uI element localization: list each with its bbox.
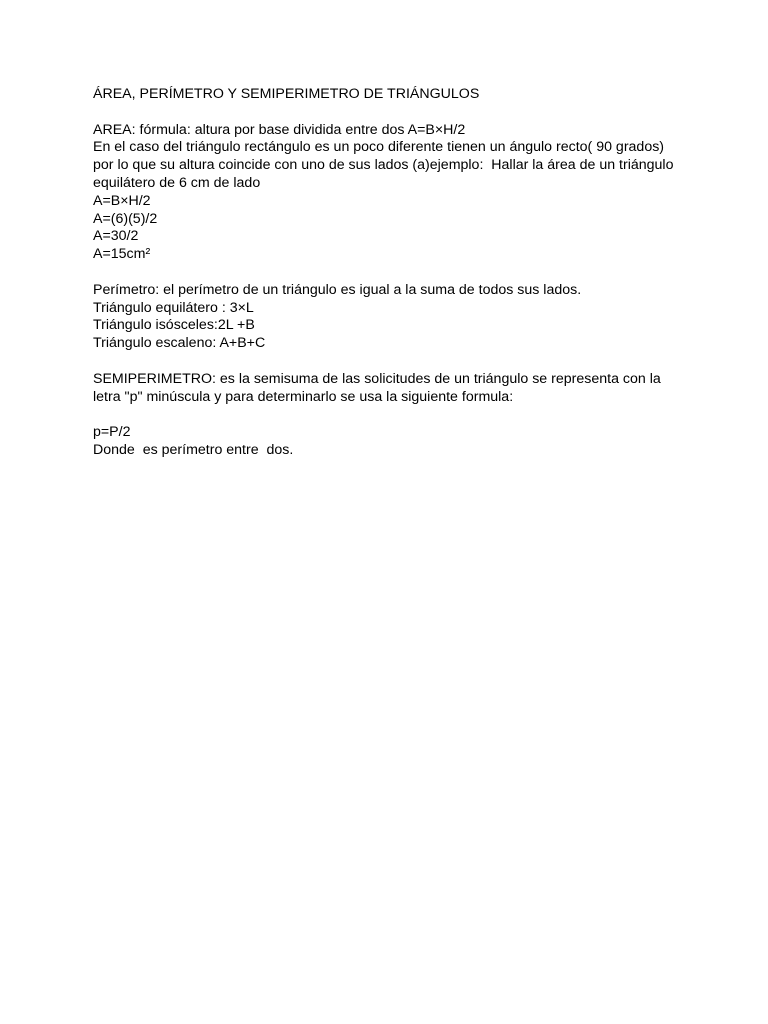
area-line: por lo que su altura coincide con uno de sus lados (a)ejemplo: Hallar la área de un triángulo — [93, 157, 674, 174]
area-formula-line: A=30/2 — [93, 228, 139, 245]
area-formula-line: A=(6)(5)/2 — [93, 210, 158, 227]
document-page — [93, 86, 693, 460]
semiperimetro-line: letra "p" minúscula y para determinarlo se usa la siguiente formula: — [93, 388, 514, 405]
area-line: equilátero de 6 cm de lado — [93, 174, 261, 191]
area-section — [93, 122, 693, 264]
area-formula-line: A=B×H/2 — [93, 192, 151, 209]
perimetro-line: Triángulo equilátero : 3×L — [93, 299, 254, 316]
perimetro-line: Perímetro: el perímetro de un triángulo es igual a la suma de todos sus lados. — [93, 281, 582, 298]
spacer — [93, 353, 693, 371]
semiperimetro-formula-line: Donde es perímetro entre dos. — [93, 441, 294, 458]
semiperimetro-formula-line: p=P/2 — [93, 424, 131, 441]
perimetro-section — [93, 282, 693, 353]
perimetro-line: Triángulo escaleno: A+B+C — [93, 335, 266, 352]
semiperimetro-line: SEMIPERIMETRO: es la semisuma de las solicitudes de un triángulo se representa con la — [93, 370, 661, 387]
perimetro-line: Triángulo isósceles:2L +B — [93, 317, 255, 334]
document-title: ÁREA, PERÍMETRO Y SEMIPERIMETRO DE TRIÁNGULOS — [93, 86, 480, 102]
spacer — [93, 406, 693, 424]
semiperimetro-section — [93, 371, 693, 460]
spacer — [93, 264, 693, 282]
area-formula-line: A=15cm² — [93, 246, 151, 263]
area-line: AREA: fórmula: altura por base dividida entre dos A=B×H/2 — [93, 121, 466, 138]
area-line: En el caso del triángulo rectángulo es un poco diferente tienen un ángulo recto( 90 grados) — [93, 139, 665, 156]
spacer — [93, 104, 693, 122]
